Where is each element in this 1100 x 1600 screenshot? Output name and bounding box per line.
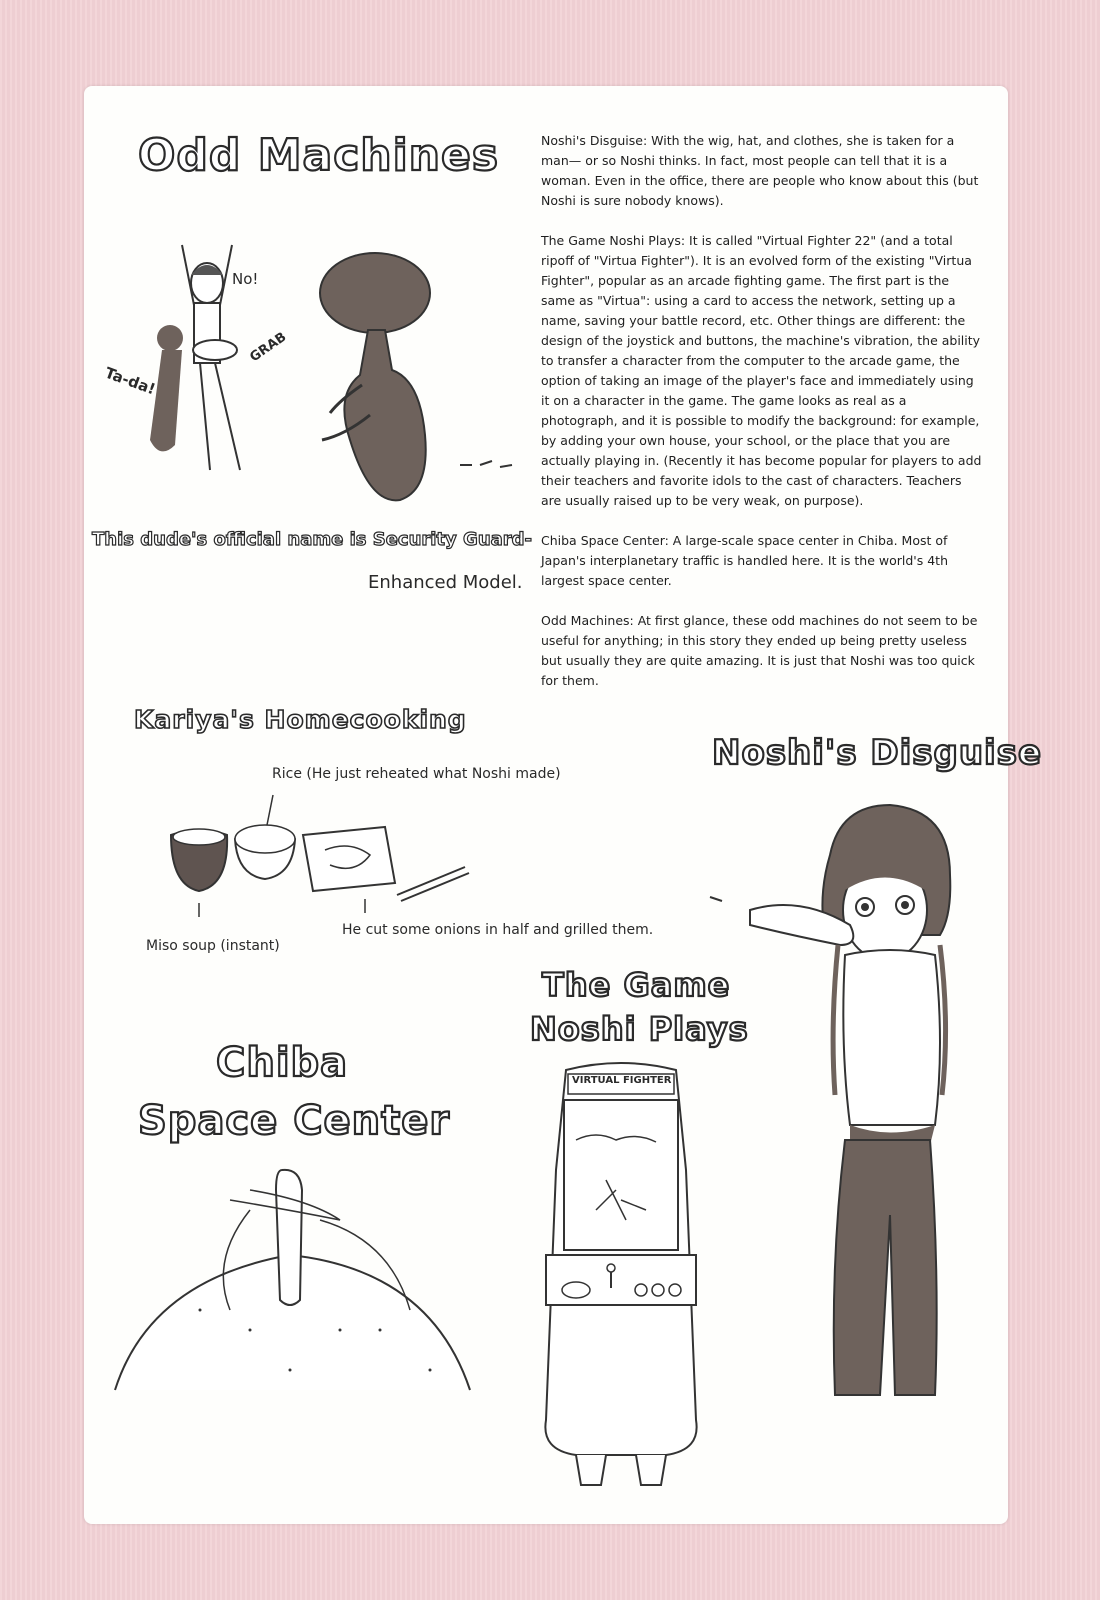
homecooking-title: Kariya's Homecooking bbox=[134, 705, 467, 734]
noshi-disguise-illustration bbox=[690, 795, 990, 1415]
security-guard-illustration bbox=[100, 235, 540, 525]
chiba-title-line1: Chiba bbox=[216, 1040, 349, 1086]
onion-label: He cut some onions in half and grilled them. bbox=[342, 922, 654, 938]
guard-caption-line1: This dude's official name is Security Guard- bbox=[92, 529, 533, 550]
chiba-title-line2: Space Center bbox=[138, 1098, 451, 1144]
meal-illustration bbox=[165, 795, 475, 915]
no-exclamation: No! bbox=[232, 270, 259, 288]
note-game-noshi-plays: The Game Noshi Plays: It is called "Virtual Fighter 22" (and a total ripoff of "Virtua Fighter"). It is an evolved form of the existing "Virtua Fighter", popular as an arcade fighting game. The first part is the same as "Virtua": using a card to access the network, setting up a name, saving your battle record, etc. Other things are different: the design of the joystick and buttons, the machine's vibration, the ability to transfer a character from the computer to the arcade game, the option of taking an image of the player's face and immediately using it on a character in the game. The game looks as real as a photograph, and it is possible to modify the background: for example, by adding your own house, your school, or the place that you are actually playing in. (Recently it has become popular for players to add their teachers and favorite idols to the cast of characters. Teachers are usually raised up to be very weak, on purpose). bbox=[541, 233, 982, 508]
rice-label: Rice (He just reheated what Noshi made) bbox=[272, 766, 561, 782]
disguise-title: Noshi's Disguise bbox=[712, 733, 1043, 773]
arcade-marquee-text: VIRTUAL FIGHTER bbox=[572, 1075, 672, 1086]
note-chiba-space-center: Chiba Space Center: A large-scale space center in Chiba. Most of Japan's interplanetary traffic is handled here. It is the world's 4th largest space center. bbox=[541, 533, 949, 588]
note-odd-machines: Odd Machines: At first glance, these odd machines do not seem to be useful for anything; in this story they ended up being pretty useless but usually they are quite amazing. It is just that Noshi was too quick for them. bbox=[541, 613, 978, 688]
space-center-illustration bbox=[110, 1160, 480, 1400]
note-noshis-disguise: Noshi's Disguise: With the wig, hat, and clothes, she is taken for a man— or so Noshi thinks. In fact, most people can tell that it is a woman. Even in the office, there are people who know about this (but Noshi is sure nobody knows). bbox=[541, 133, 979, 208]
grab-sound-effect: GRAB bbox=[247, 329, 290, 366]
game-title-line2: Noshi Plays bbox=[530, 1010, 749, 1048]
game-title-line1: The Game bbox=[542, 966, 731, 1004]
notes-column bbox=[541, 131, 983, 711]
miso-soup-label: Miso soup (instant) bbox=[146, 938, 280, 954]
guard-caption-line2: Enhanced Model. bbox=[368, 572, 523, 593]
tada-sound-effect: Ta-da! bbox=[102, 363, 158, 399]
odd-machines-title: Odd Machines bbox=[138, 130, 500, 181]
arcade-machine-illustration bbox=[536, 1060, 706, 1490]
